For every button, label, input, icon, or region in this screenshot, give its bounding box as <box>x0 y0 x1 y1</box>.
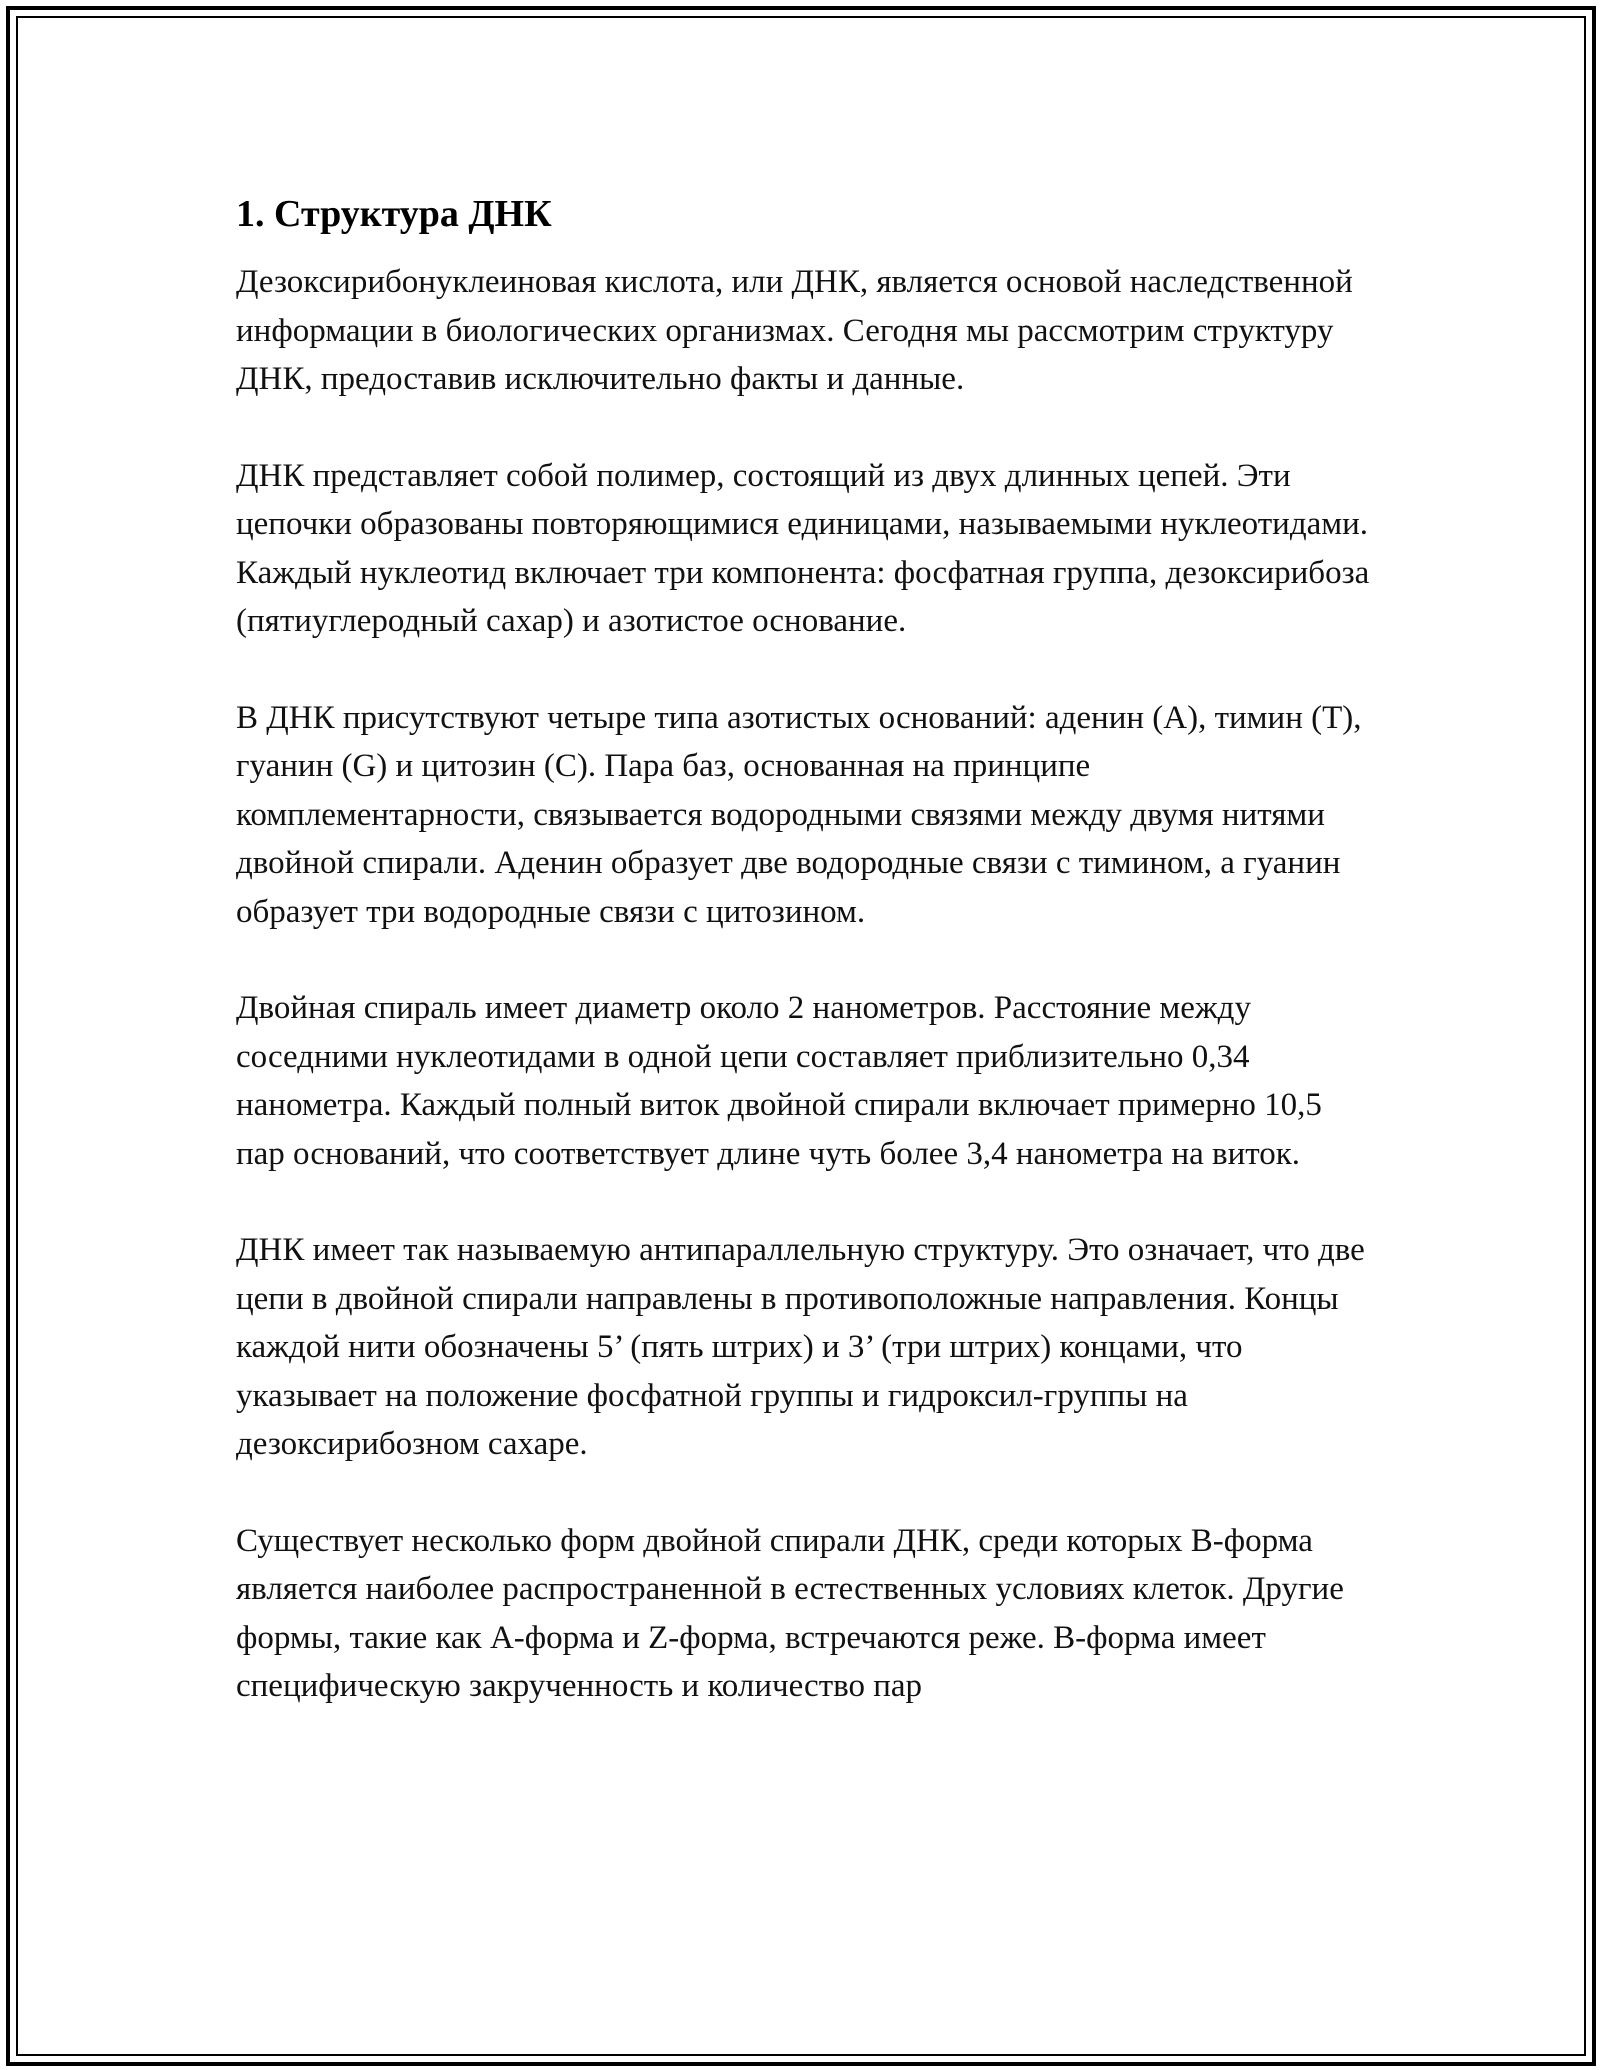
paragraph-antiparallel: ДНК имеет так называемую антипараллельную структуру. Это означает, что две цепи в двойной спирали направлены в противоположные направления. Концы каждой нити обозначены 5’ (пять штрих) и 3’ (три штрих) концами, что указывает на положение фосфатной группы и гидроксил-группы на дезоксирибозном сахаре. <box>236 1232 1365 1462</box>
paragraph-dimensions: Двойная спираль имеет диаметр около 2 нанометров. Расстояние между соседними нуклеотидами в одной цепи составляет приблизительно 0,34 нанометра. Каждый полный виток двойной спирали включает примерно 10,5 пар оснований, что соответствует длине чуть более 3,4 нанометра на виток. <box>236 990 1322 1172</box>
paragraph-forms: Существует несколько форм двойной спирали ДНК, среди которых B-форма является наиболее распространенной в естественных условиях клеток. Другие формы, такие как A-форма и Z-форма, встречаются реже. B-форма имеет специфическую закрученность и количество пар <box>236 1522 1344 1704</box>
section-heading: 1. Структура ДНК <box>236 193 552 235</box>
paragraph-intro: Дезоксирибонуклеиновая кислота, или ДНК, является основой наследственной информации в биологических организмах. Сегодня мы рассмотрим структуру ДНК, предоставив исключительно факты и данные. <box>236 264 1353 397</box>
paragraph-polymer: ДНК представляет собой полимер, состоящий из двух длинных цепей. Эти цепочки образованы повторяющимися единицами, называемыми нуклеотидами. Каждый нуклеотид включает три компонента: фосфатная группа, дезоксирибоза (пятиуглеродный сахар) и азотистое основание. <box>236 457 1370 639</box>
document-body <box>236 190 1376 1711</box>
paragraph-bases: В ДНК присутствуют четыре типа азотистых оснований: аденин (A), тимин (T), гуанин (G) и цитозин (C). Пара баз, основанная на принципе комплементарности, связывается водородными связями между двумя нитями двойной спирали. Аденин образует две водородные связи с тимином, а гуанин образует три водородные связи с цитозином. <box>236 699 1362 930</box>
